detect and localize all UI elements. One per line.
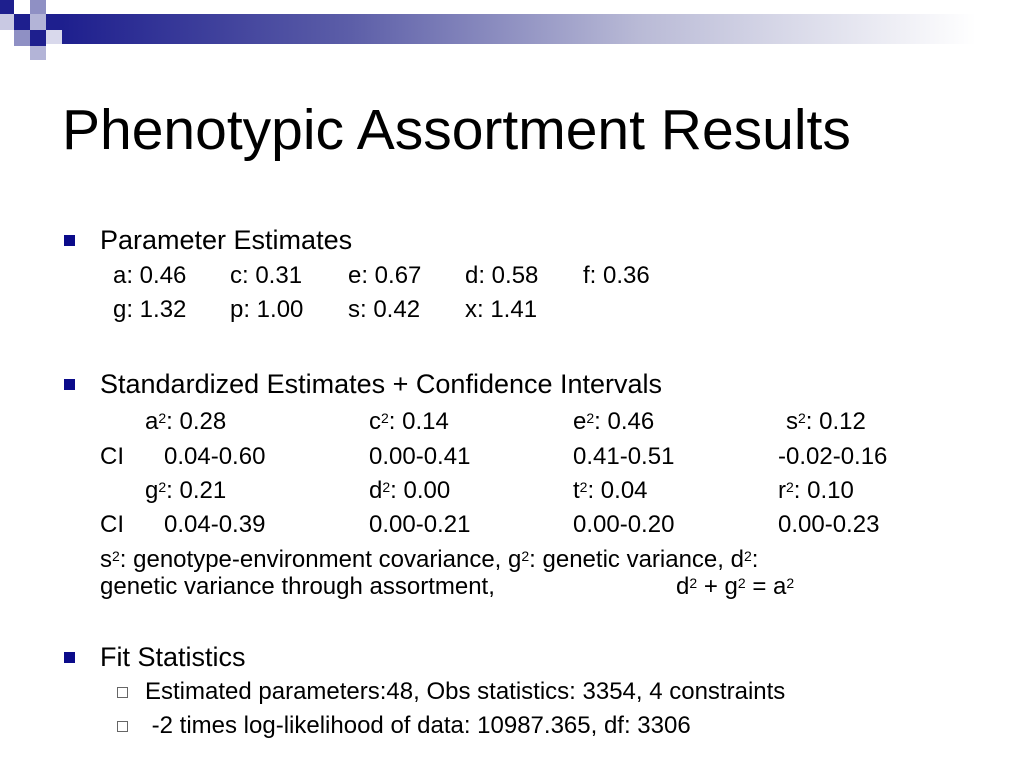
deco-square [14,14,30,30]
bullet-icon [64,652,75,663]
std-estimate [145,477,226,505]
deco-square [30,14,46,30]
hollow-square-icon [117,687,128,698]
deco-square [14,30,30,46]
ci-value: 0.00-0.41 [369,443,471,470]
exponent: 2 [743,548,752,564]
ci-label: CI [100,511,124,538]
param-value: : 0.10 [793,477,854,504]
exponent: 2 [737,575,746,591]
bullet-icon [64,235,75,246]
note-symbol: s [100,546,112,573]
ci-row-1 [0,443,1024,473]
exponent: 2 [382,479,391,495]
exponent: 2 [112,548,120,564]
param-value: f: 0.36 [583,262,650,289]
header-decoration [0,0,1024,62]
std-note-line-2 [0,573,1024,603]
param-symbol: c [369,408,381,435]
bullet-icon [64,379,75,390]
ci-row-2 [0,511,1024,541]
hollow-square-icon [117,721,128,732]
param-value: : 0.14 [388,408,449,435]
ci-label: CI [100,443,124,470]
std-estimate [145,408,226,436]
std-estimate [778,477,854,505]
deco-square [46,14,62,30]
param-value: : 0.28 [166,408,227,435]
ci-value: 0.04-0.39 [164,511,266,538]
eq-symbol: d [676,573,690,600]
param-symbol: t [573,477,580,504]
std-note [100,546,758,574]
param-value: : 0.21 [166,477,227,504]
exponent: 2 [798,410,806,426]
param-value: c: 0.31 [230,262,303,289]
std-heading: Standardized Estimates + Confidence Intervals [100,369,663,399]
deco-square [46,30,62,44]
exponent: 2 [579,479,588,495]
param-value: : 0.04 [587,477,648,504]
exponent: 2 [158,479,167,495]
ci-value: 0.04-0.60 [164,443,266,470]
eq-operator: = [745,573,774,600]
exponent: 2 [786,575,795,591]
fit-heading: Fit Statistics [100,642,246,672]
exponent: 2 [586,410,595,426]
exponent: 2 [689,575,698,591]
param-symbol: s [786,408,798,435]
ci-value: 0.00-0.20 [573,511,675,538]
deco-square [30,30,46,46]
param-value: e: 0.67 [348,262,422,289]
ci-value: 0.41-0.51 [573,443,675,470]
param-value: s: 0.42 [348,296,421,323]
note-text: genetic variance through assortment, [100,573,495,600]
std-estimate [573,408,654,436]
std-estimate [369,408,449,436]
std-estimates-row-1 [0,408,1024,438]
param-symbol: d [369,477,383,504]
note-text: : genotype-environment covariance, [119,546,509,573]
ci-value: 0.00-0.23 [778,511,880,538]
deco-square [30,0,46,14]
note-text: : genetic variance, [529,546,731,573]
exponent: 2 [381,410,389,426]
note-symbol: g [508,546,522,573]
deco-square [0,14,14,30]
param-value: : 0.00 [390,477,451,504]
exponent: 2 [786,479,794,495]
std-note-line-1 [0,546,1024,576]
param-value: d: 0.58 [465,262,539,289]
header-gradient-bar [62,14,1024,44]
param-symbol: g [145,477,159,504]
param-symbol: r [778,477,786,504]
fit-item: Estimated parameters:48, Obs statistics: 3354, 4 constraints [145,678,786,705]
equation [676,573,794,601]
eq-symbol: g [724,573,738,600]
param-value: : 0.12 [805,408,866,435]
deco-square [14,0,30,14]
param-heading: Parameter Estimates [100,225,353,255]
std-estimate [573,477,648,505]
eq-symbol: a [773,573,787,600]
param-symbol: e [573,408,587,435]
std-estimates-row-2 [0,477,1024,507]
fit-item: -2 times log-likelihood of data: 10987.365, df: 3306 [145,712,691,739]
exponent: 2 [521,548,530,564]
ci-value: -0.02-0.16 [778,443,888,470]
param-value: a: 0.46 [113,262,187,289]
note-symbol: d [730,546,744,573]
deco-square [0,0,14,14]
param-value: : 0.46 [594,408,655,435]
param-symbol: a [145,408,159,435]
eq-operator: + [697,573,725,600]
param-value: x: 1.41 [465,296,538,323]
param-row-1 [0,262,1024,292]
param-value: p: 1.00 [230,296,304,323]
slide-title: Phenotypic Assortment Results [62,98,851,162]
exponent: 2 [158,410,167,426]
std-estimate [369,477,450,505]
ci-value: 0.00-0.21 [369,511,471,538]
note-text: : [751,546,759,573]
param-row-2 [0,296,1024,326]
param-value: g: 1.32 [113,296,187,323]
deco-square [30,46,46,60]
std-estimate [786,408,866,436]
